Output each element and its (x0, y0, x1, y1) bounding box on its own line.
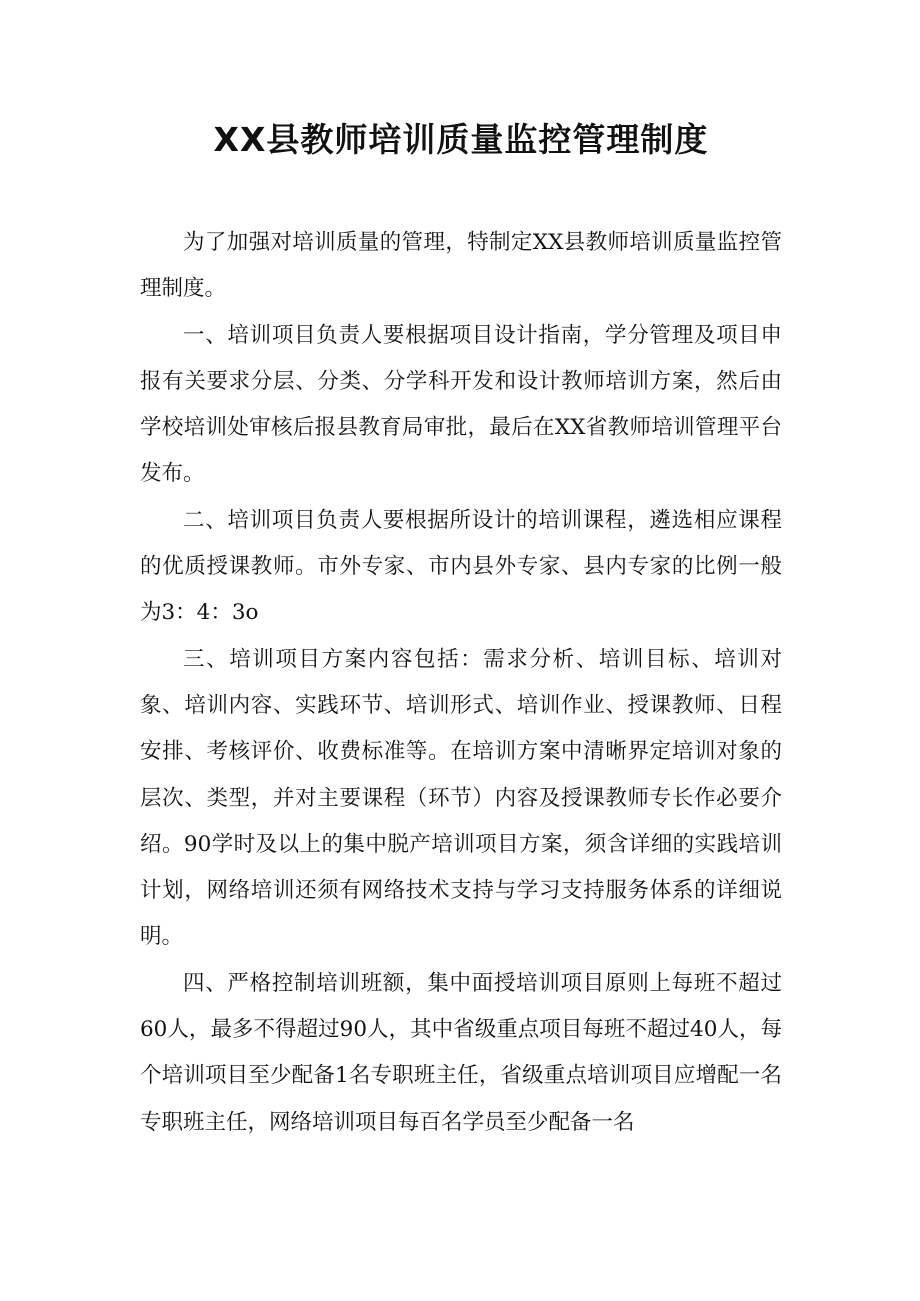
paragraph-intro: 为了加强对培训质量的管理，特制定XX县教师培训质量监控管理制度。 (140, 230, 782, 302)
paragraph-item-3: 三、培训项目方案内容包括：需求分析、培训目标、培训对象、培训内容、实践环节、培训形式、培训作业、授课教师、日程安排、考核评价、收费标准等。在培训方案中清晰界定培训对象的层次、类型，并对主要课程（环节）内容及授课教师专长作必要介绍。90学时及以上的集中脱产培训项目方案，须含详细的实践培训计划，网络培训还须有网络技术支持与学习支持服务体系的详细说明。 (140, 646, 782, 950)
paragraph-item-2: 二、培训项目负责人要根据所设计的培训课程，遴选相应课程的优质授课教师。市外专家、市内县外专家、县内专家的比例一般为3：4：3o (140, 507, 782, 626)
document-body (140, 220, 782, 1146)
paragraph-item-4: 四、严格控制培训班额，集中面授培训项目原则上每班不超过60人，最多不得超过90人，其中省级重点项目每班不超过40人，每个培训项目至少配备1名专职班主任，省级重点培训项目应增配一名专职班主任，网络培训项目每百名学员至少配备一名 (140, 970, 782, 1135)
document-title: XX县教师培训质量监控管理制度 (213, 120, 709, 159)
paragraph-item-1: 一、培训项目负责人要根据项目设计指南，学分管理及项目申报有关要求分层、分类、分学科开发和设计教师培训方案，然后由学校培训处审核后报县教育局审批，最后在XX省教师培训管理平台发布。 (140, 322, 782, 487)
